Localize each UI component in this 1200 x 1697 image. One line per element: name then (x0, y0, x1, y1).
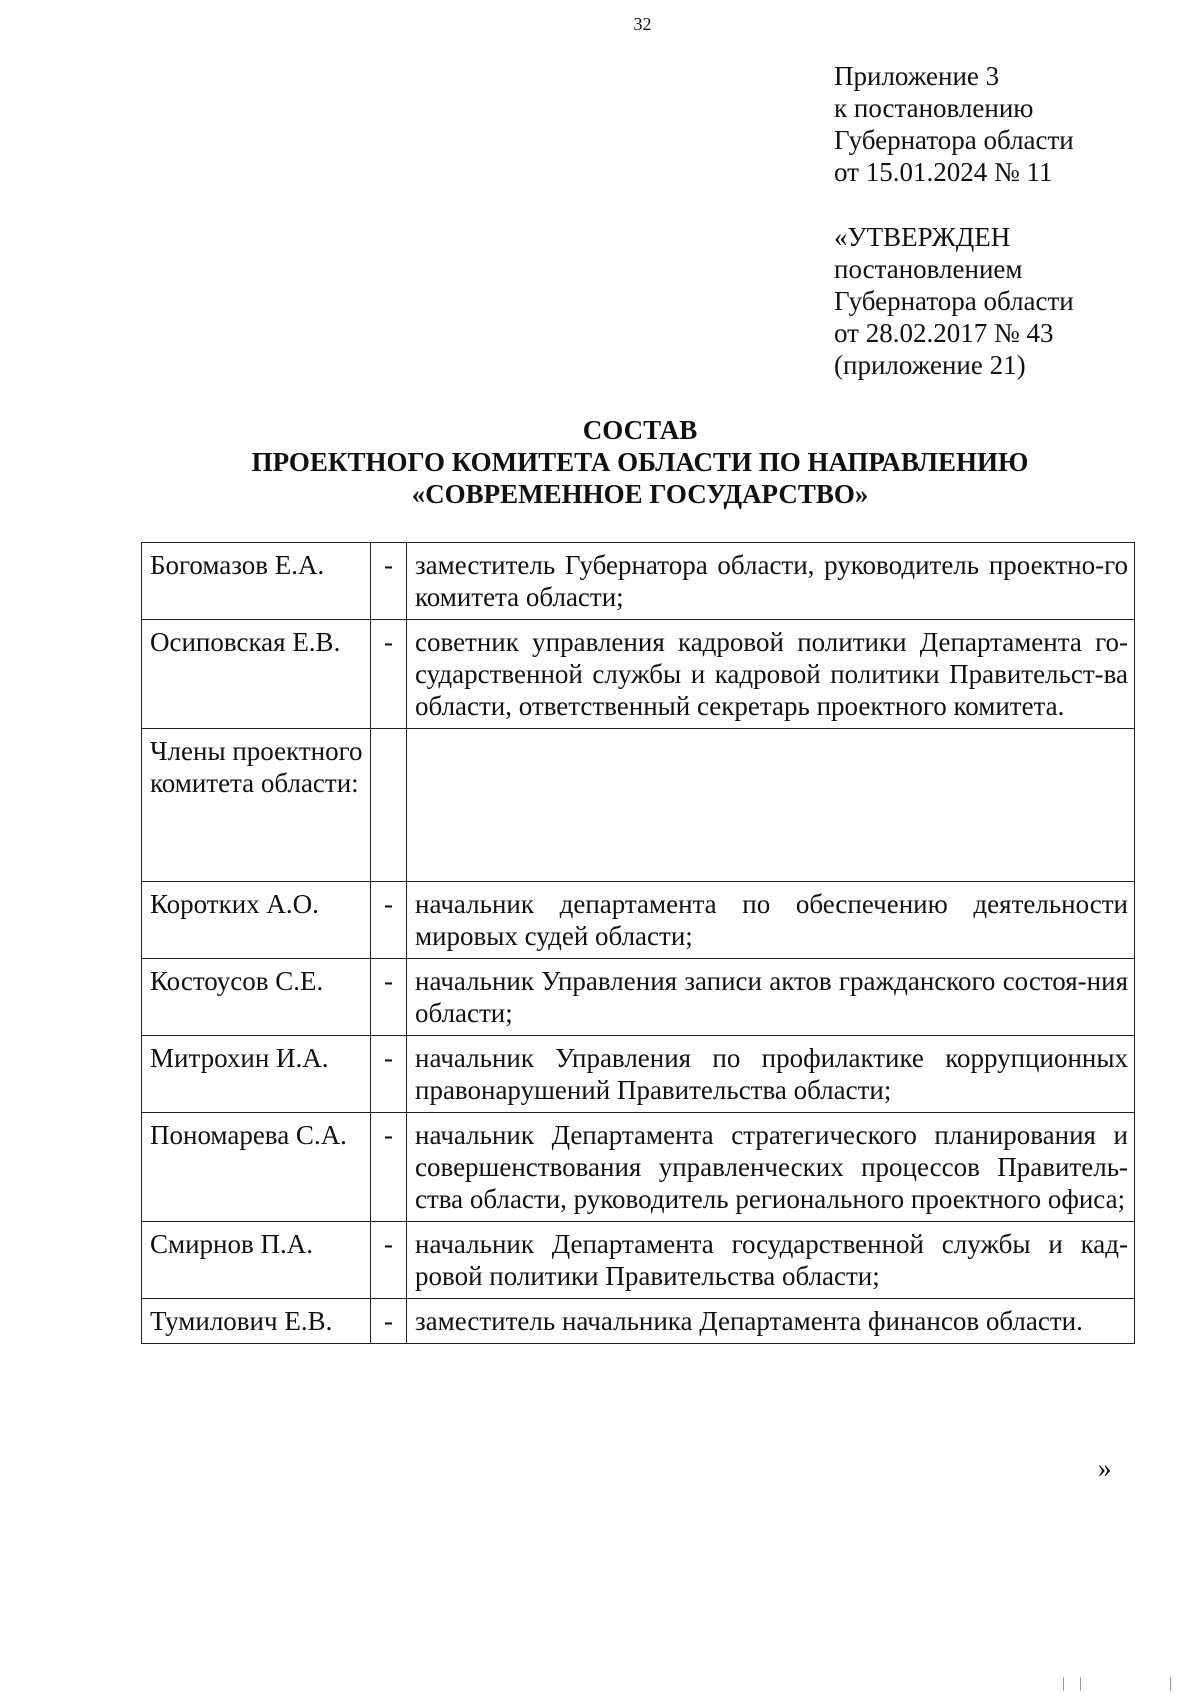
member-name: Коротких А.О. (142, 882, 371, 959)
approved-line: от 28.02.2017 № 43 (834, 318, 1054, 348)
appendix-reference (834, 60, 1074, 188)
committee-composition-table (141, 542, 1135, 1344)
member-role: начальник департамента по обеспечению деятельности мировых судей области; (407, 882, 1135, 959)
member-name: Пономарева С.А. (142, 1113, 371, 1222)
document-title (140, 414, 1140, 510)
approved-line: «УТВЕРЖДЕН (834, 222, 1011, 252)
approved-line: Губернатора области (834, 286, 1074, 316)
title-line: ПРОЕКТНОГО КОМИТЕТА ОБЛАСТИ ПО НАПРАВЛЕНИЮ (251, 447, 1029, 477)
approved-line: постановлением (834, 254, 1023, 284)
member-name: Осиповская Е.В. (142, 620, 371, 729)
appendix-line: Приложение 3 (834, 61, 1000, 91)
dash-separator: - (371, 1299, 407, 1344)
dash-separator: - (371, 1113, 407, 1222)
dash-separator: - (371, 1222, 407, 1299)
member-role: начальник Управления записи актов гражданского состоя-ния области; (407, 959, 1135, 1036)
member-role: заместитель начальника Департамента финансов области. (407, 1299, 1135, 1344)
member-role: начальник Департамента государственной службы и кад-ровой политики Правительства области; (407, 1222, 1135, 1299)
appendix-line: к постановлению (834, 93, 1034, 123)
approval-stamp-text (834, 221, 1074, 381)
table-row (142, 543, 1135, 620)
dash-separator: - (371, 882, 407, 959)
members-heading: Члены проектного комитета области: (142, 729, 371, 882)
member-name: Тумилович Е.В. (142, 1299, 371, 1344)
member-role: начальник Управления по профилактике коррупционных правонарушений Правительства области; (407, 1036, 1135, 1113)
table-row (142, 959, 1135, 1036)
table-row (142, 620, 1135, 729)
dash-separator: - (371, 1036, 407, 1113)
table-row (142, 1113, 1135, 1222)
member-role: заместитель Губернатора области, руководитель проектно-го комитета области; (407, 543, 1135, 620)
appendix-line: Губернатора области (834, 125, 1074, 155)
table-row (142, 882, 1135, 959)
approved-line: (приложение 21) (834, 350, 1026, 380)
appendix-line: от 15.01.2024 № 11 (834, 157, 1053, 187)
table-row (142, 729, 1135, 882)
member-name: Митрохин И.А. (142, 1036, 371, 1113)
member-name: Смирнов П.А. (142, 1222, 371, 1299)
scan-artifact (1170, 1677, 1171, 1691)
closing-quote: » (1098, 1453, 1112, 1483)
title-line: «СОВРЕМЕННОЕ ГОСУДАРСТВО» (411, 479, 869, 509)
member-role: советник управления кадровой политики Департамента го-сударственной службы и кадровой политики Правительст-ва области, ответственный секретарь проектного комитета. (407, 620, 1135, 729)
dash-separator (371, 729, 407, 882)
dash-separator: - (371, 543, 407, 620)
member-name: Богомазов Е.А. (142, 543, 371, 620)
table-row (142, 1299, 1135, 1344)
dash-separator: - (371, 959, 407, 1036)
scan-artifact (1063, 1677, 1081, 1691)
dash-separator: - (371, 620, 407, 729)
member-role (407, 729, 1135, 882)
member-role: начальник Департамента стратегического планирования и совершенствования управленческих процессов Правитель-ства области, руководитель регионального проектного офиса; (407, 1113, 1135, 1222)
title-line: СОСТАВ (582, 415, 698, 445)
table-row (142, 1222, 1135, 1299)
page-number: 32 (633, 14, 652, 34)
member-name: Костоусов С.Е. (142, 959, 371, 1036)
table-row (142, 1036, 1135, 1113)
